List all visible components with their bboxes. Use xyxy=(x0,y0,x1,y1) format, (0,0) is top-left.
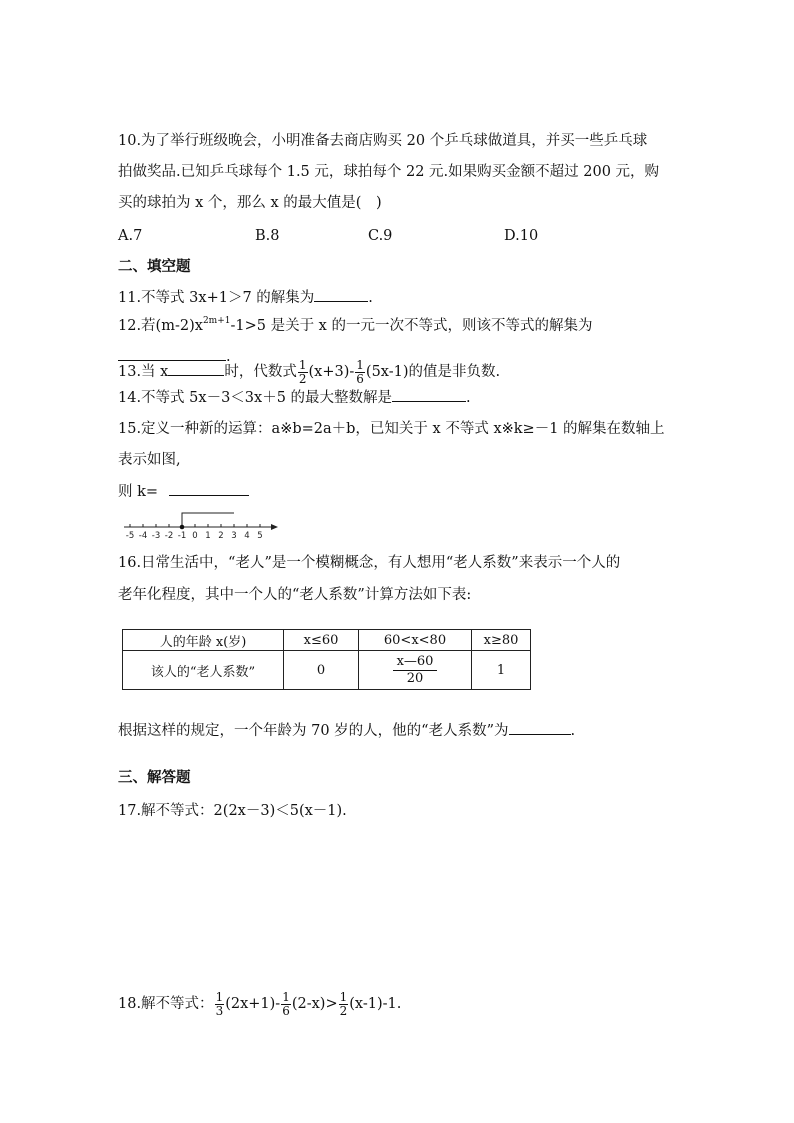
axis-tick-label: -3 xyxy=(151,531,161,541)
q18-fraction-1 xyxy=(215,991,225,1018)
q11-answer-blank[interactable] xyxy=(314,287,368,302)
axis-arrow-icon xyxy=(271,524,278,530)
q18-f1-num: 1 xyxy=(215,989,224,1004)
q16-after xyxy=(118,720,575,741)
header-range-3: x≥80 xyxy=(472,630,531,651)
q18 xyxy=(118,987,401,1021)
q13-fraction-2 xyxy=(355,359,365,386)
q10-line2: 拍做奖品.已知乒乓球每个 1.5 元，球拍每个 22 元.如果购买金额不超过 200 元，购 xyxy=(118,164,660,180)
q12-pre: 12.若(m-2)x xyxy=(118,318,203,334)
axis-tick-label: 3 xyxy=(231,531,237,541)
q11-text: 11.不等式 3x+1＞7 的解集为 xyxy=(118,290,315,306)
section-title-solve: 三、解答题 xyxy=(118,770,191,786)
old-age-coefficient-table xyxy=(122,629,531,690)
header-age: 人的年龄 x(岁) xyxy=(123,630,284,651)
table-header-row xyxy=(123,630,531,651)
q17: 17.解不等式：2(2x－3)＜5(x－1). xyxy=(118,803,347,819)
q10-line1: 10.为了举行班级晚会，小明准备去商店购买 20 个乒乓球做道具，并买一些乒乓球 xyxy=(118,133,648,149)
q14-answer-blank[interactable] xyxy=(392,387,466,402)
axis-tick-label: -5 xyxy=(125,531,135,541)
q13-term-1: (x+3)- xyxy=(308,364,355,380)
solution-point xyxy=(180,525,185,530)
fraction xyxy=(393,654,438,687)
q18-term-2: (2-x)> xyxy=(291,996,338,1012)
header-range-2: 60<x<80 xyxy=(359,630,472,651)
q13-fraction-1 xyxy=(298,359,308,386)
q16-after-text: 根据这样的规定，一个年龄为 70 岁的人，他的“老人系数”为 xyxy=(118,723,509,739)
option-d[interactable]: D.10 xyxy=(504,228,539,244)
axis-tick-label: -1 xyxy=(177,531,187,541)
q16-line1: 16.日常生活中，“老人”是一个模糊概念，有人想用“老人系数”来表示一个人的 xyxy=(118,555,621,571)
q18-f3-den: 2 xyxy=(339,1003,348,1018)
option-b[interactable]: B.8 xyxy=(255,228,280,244)
q11 xyxy=(118,287,373,308)
q16-line2: 老年化程度，其中一个人的“老人系数”计算方法如下表: xyxy=(118,587,472,603)
q18-term-1: (2x+1)- xyxy=(225,996,281,1012)
value-1: 0 xyxy=(284,651,359,690)
row-label: 该人的“老人系数” xyxy=(123,651,284,690)
q18-fraction-2 xyxy=(281,991,291,1018)
header-range-1: x≤60 xyxy=(284,630,359,651)
q18-pre: 18.解不等式： xyxy=(118,996,214,1012)
q18-term-3: (x-1)-1. xyxy=(349,996,402,1012)
fraction-num: x—60 xyxy=(393,654,438,671)
q15-line3 xyxy=(118,481,249,502)
q16-end: . xyxy=(570,723,576,739)
fraction-den: 20 xyxy=(406,670,424,686)
q16-answer-blank[interactable] xyxy=(509,720,571,735)
q15-line1: 15.定义一种新的运算：a※b=2a＋b，已知关于 x 不等式 x※k≥－1 的解集在数轴上 xyxy=(118,421,665,437)
q14 xyxy=(118,387,471,408)
axis-tick-label: -4 xyxy=(138,531,148,541)
q18-f2-num: 1 xyxy=(282,989,290,1004)
q18-f1-den: 3 xyxy=(215,1003,224,1018)
q13-f2-num: 1 xyxy=(356,357,364,372)
q18-f3-num: 1 xyxy=(339,989,348,1004)
axis-tick-label: 2 xyxy=(218,531,224,541)
q12 xyxy=(118,316,592,336)
q13-mid: 时，代数式 xyxy=(224,364,297,380)
option-a[interactable]: A.7 xyxy=(118,228,143,244)
q15-line2: 表示如图, xyxy=(118,452,181,468)
q12-end: . xyxy=(226,349,231,365)
q12-exponent: 2m+1 xyxy=(202,316,231,326)
q14-end: . xyxy=(466,390,471,406)
axis-tick-label: 1 xyxy=(205,531,211,541)
value-2-fraction xyxy=(359,651,472,690)
q15-k-label: 则 k= xyxy=(118,484,159,500)
number-line xyxy=(120,508,282,544)
q18-fraction-3 xyxy=(339,991,349,1018)
q13-pre: 13.当 x xyxy=(118,364,169,380)
q13-term-2: (5x-1)的值是非负数. xyxy=(365,364,501,380)
q13-answer-blank[interactable] xyxy=(168,361,224,376)
q10-options xyxy=(118,226,638,246)
q18-f2-den: 6 xyxy=(282,1003,290,1018)
q10-line3: 买的球拍为 x 个，那么 x 的最大值是( ) xyxy=(118,195,382,211)
axis-tick-label: 4 xyxy=(244,531,250,541)
value-3: 1 xyxy=(472,651,531,690)
axis-tick-label: 0 xyxy=(192,531,198,541)
table-row xyxy=(123,651,531,690)
q14-text: 14.不等式 5x－3＜3x＋5 的最大整数解是 xyxy=(118,390,393,406)
q11-end: . xyxy=(368,290,373,306)
q13 xyxy=(118,357,500,387)
q13-f1-den: 2 xyxy=(298,371,307,386)
q12-post: -1>5 是关于 x 的一元一次不等式，则该不等式的解集为 xyxy=(230,318,593,334)
section-title-fill-blank: 二、填空题 xyxy=(118,259,191,275)
q13-f1-num: 1 xyxy=(298,357,307,372)
q13-f2-den: 6 xyxy=(356,371,364,386)
axis-tick-label: -2 xyxy=(164,531,174,541)
q15-answer-blank[interactable] xyxy=(169,481,249,496)
option-c[interactable]: C.9 xyxy=(368,228,393,244)
axis-tick-label: 5 xyxy=(257,531,263,541)
